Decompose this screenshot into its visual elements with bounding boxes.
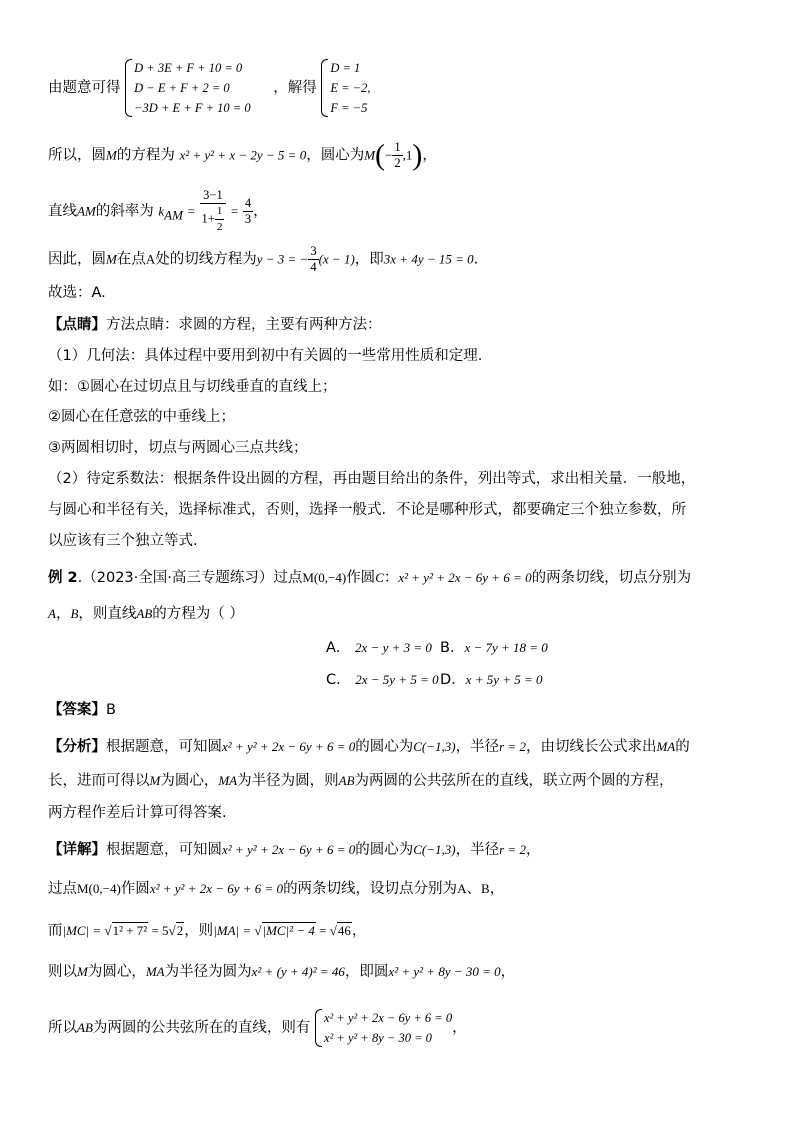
detail-line-1: 【详解】根据题意，可知圆x² + y² + 2x − 6y + 6 = 0的圆心为C(−1,3)，半径r = 2， xyxy=(48,842,541,858)
option-d[interactable]: D．x + 5y + 5 = 0 xyxy=(440,672,543,688)
remark-line: ③两圆相切时，切点与两圆心三点共线； xyxy=(48,440,308,456)
remark-line: 以应该有三个独立等式. xyxy=(48,533,198,549)
system2-row: E = −2, xyxy=(330,81,371,95)
system2-row: D = 1 xyxy=(330,61,361,75)
remark-line: 与圆心和半径有关，选择标准式，否则，选择一般式．不论是哪种形式，都要确定三个独立参数，所 xyxy=(48,502,686,518)
option-a[interactable]: A． 2x − y + 3 = 0 xyxy=(326,640,432,656)
solution-line-4: 因此，圆M在点A处的切线方程为y − 3 = − $\frac{3}{4}$ (x − 1)，即3x + 4y − 15 = 0. xyxy=(48,244,479,274)
analysis-line-2: 长，进而可得以M为圆心，MA为半径为圆，则AB为两圆的公共弦所在的直线，联立两个圆的方程， xyxy=(48,773,674,789)
detail-line-4: 则以M为圆心，MA为半径为圆为x² + (y + 4)² = 46，即圆x² + y² + 8y − 30 = 0， xyxy=(48,964,516,980)
option-b[interactable]: B．x − 7y + 18 = 0 xyxy=(440,640,548,656)
system1-row: −3D + E + F + 10 = 0 xyxy=(134,101,251,115)
detail-line-2: 过点M(0,−4)作圆x² + y² + 2x − 6y + 6 = 0的两条切线，设切点分别为A、B， xyxy=(48,881,505,897)
example-question-cont: A，B，则直线AB的方程为（ ） xyxy=(48,606,244,622)
circle-equation: x² + y² + x − 2y − 5 = 0 xyxy=(179,147,307,163)
remark-line: （2）待定系数法：根据条件设出圆的方程，再由题目给出的条件，列出等式，求出相关量．一般地， xyxy=(48,471,696,487)
option-c[interactable]: C． 2x − 5y + 5 = 0 xyxy=(326,672,439,688)
system1-row: D + 3E + F + 10 = 0 xyxy=(134,61,243,75)
answer-line: 【答案】B xyxy=(48,702,116,718)
solution-line-1: 由题意可得 D + 3E + F + 10 = 0 D − E + F + 2 = 0 −3D + E + F + 10 = 0 ，解得 D = 1 E = −2, F = −5 xyxy=(48,58,370,118)
equation-system-1 xyxy=(125,58,250,118)
slope-fraction: 3−1 1+ $\frac{1}{2}$ xyxy=(200,188,227,235)
equation-system-3: x² + y² + 2x − 6y + 6 = 0 x² + y² + 8y − 30 = 0 xyxy=(315,1008,452,1048)
analysis-line-3: 两方程作差后计算可得答案. xyxy=(48,805,227,821)
slope-value: $\frac{4}{3}$ xyxy=(244,196,252,226)
remark-heading: 【点睛】方法点睛：求圆的方程，主要有两种方法： xyxy=(48,317,382,333)
remark-line: （1）几何法：具体过程中要用到初中有关圆的一些常用性质和定理. xyxy=(48,348,483,364)
system1-row: D − E + F + 2 = 0 xyxy=(134,81,230,95)
remark-line: ②圆心在任意弦的中垂线上； xyxy=(48,409,235,425)
solution-line-2: 所以，圆M的方程为 x² + y² + x − 2y − 5 = 0，圆心为M(− $\frac{1}{2}$ ,1)， xyxy=(48,138,437,172)
example-question: 例 2.（2023·全国·高三专题练习）过点M(0,−4)作圆C：x² + y² + 2x − 6y + 6 = 0的两条切线，切点分别为 xyxy=(48,570,692,586)
detail-line-3: 而|MC| = √1² + 7² = 5√2，则|MA| = √|MC|² − 4 = √46， xyxy=(48,923,367,939)
detail-line-5: 所以AB为两圆的公共弦所在的直线，则有 x² + y² + 2x − 6y + 6 = 0 x² + y² + 8y − 30 = 0 ， xyxy=(48,1008,467,1048)
solution-line-3: 直线AM的斜率为 $k_{AM}$ = 3−1 1+ $\frac{1}{2}$ = $\frac{4}{3}$ ， xyxy=(48,188,268,233)
system2-row: F = −5 xyxy=(330,101,368,115)
remark-line: 如：①圆心在过切点且与切线垂直的直线上； xyxy=(48,379,337,395)
conclusion-line: 故选：A. xyxy=(48,285,106,301)
fraction: $\frac{1}{2}$ xyxy=(394,140,401,170)
equation-system-2 xyxy=(321,58,370,118)
analysis-line-1: 【分析】根据题意，可知圆x² + y² + 2x − 6y + 6 = 0的圆心为C(−1,3)，半径r = 2，由切线长公式求出MA的 xyxy=(48,739,690,755)
